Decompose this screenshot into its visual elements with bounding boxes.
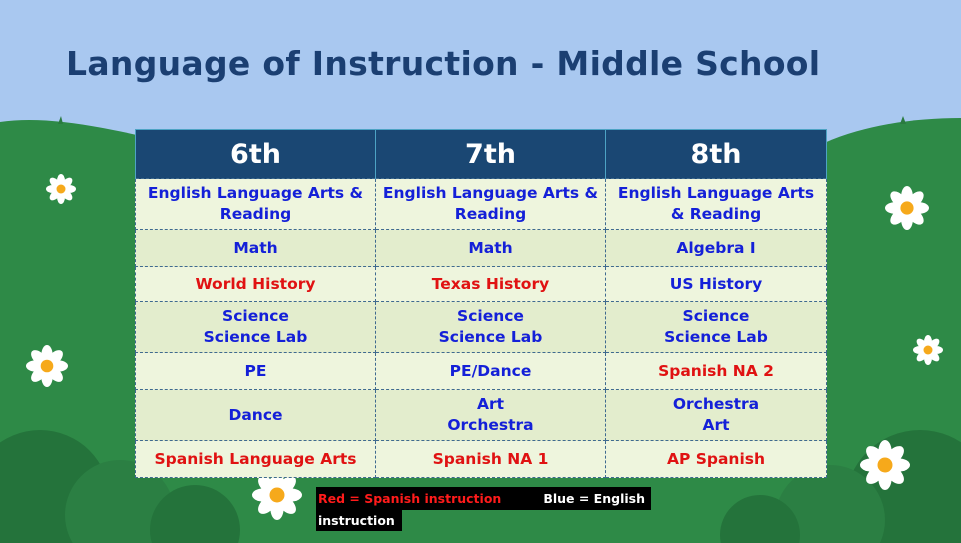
course-name: Science: [457, 307, 524, 325]
course-name: AP Spanish: [666, 449, 766, 468]
column-header-6th: 6th: [136, 130, 376, 179]
course-cell: [376, 230, 606, 267]
course-name: World History: [195, 274, 316, 293]
course-name: Science: [682, 307, 750, 325]
course-cell: [136, 353, 376, 390]
legend-english: Blue = English: [543, 491, 645, 506]
course-name: PE: [244, 361, 267, 380]
course-cell: [376, 353, 606, 390]
course-cell: [136, 230, 376, 267]
course-name: Orchestra: [447, 416, 534, 434]
course-name: English Language Arts &: [147, 184, 364, 202]
course-cell: [376, 179, 606, 230]
course-name: Algebra I: [676, 238, 756, 257]
course-cell: [606, 267, 827, 302]
course-cell: [606, 179, 827, 230]
schedule-body: [136, 179, 827, 478]
legend-spanish: Red = Spanish instruction: [318, 491, 502, 506]
course-cell: [136, 390, 376, 441]
daisy-flower-icon: [913, 335, 943, 365]
daisy-flower-icon: [860, 440, 910, 490]
table-row: [136, 390, 827, 441]
legend-line-2: instruction: [316, 510, 402, 531]
table-row: [136, 179, 827, 230]
course-name: Spanish NA 2: [658, 361, 774, 380]
table-row: [136, 353, 827, 390]
course-name: & Reading: [670, 205, 762, 223]
course-cell: [606, 441, 827, 478]
column-header-8th: 8th: [606, 130, 827, 179]
course-name: Art: [702, 416, 730, 434]
table-row: [136, 230, 827, 267]
course-cell: [606, 353, 827, 390]
course-cell: [136, 267, 376, 302]
course-cell: [606, 230, 827, 267]
course-name: English Language Arts: [617, 184, 815, 202]
page-title: Language of Instruction - Middle School: [66, 44, 821, 83]
course-name: Spanish Language Arts: [154, 449, 357, 468]
course-name: Dance: [228, 405, 283, 424]
legend-line-1: [316, 487, 651, 510]
course-name: Science: [222, 307, 289, 325]
course-name: US History: [669, 274, 763, 293]
legend: [316, 487, 645, 531]
daisy-flower-icon: [46, 174, 76, 204]
course-cell: [606, 302, 827, 353]
table-row: [136, 267, 827, 302]
course-cell: [136, 441, 376, 478]
course-cell: [376, 441, 606, 478]
daisy-flower-icon: [26, 345, 68, 387]
course-name: Orchestra: [672, 395, 760, 413]
course-name: Reading: [219, 205, 292, 223]
course-name: PE/Dance: [449, 361, 532, 380]
header-row: [136, 130, 827, 179]
course-cell: [376, 267, 606, 302]
table-row: [136, 302, 827, 353]
daisy-flower-icon: [885, 186, 929, 230]
course-cell: [376, 302, 606, 353]
table-row: [136, 441, 827, 478]
course-cell: [606, 390, 827, 441]
course-name: Science Lab: [438, 328, 543, 346]
course-name: Math: [233, 238, 278, 257]
course-name: English Language Arts &: [382, 184, 599, 202]
course-name: Texas History: [431, 274, 550, 293]
course-name: Science Lab: [203, 328, 308, 346]
course-name: Spanish NA 1: [432, 449, 549, 468]
course-name: Math: [468, 238, 513, 257]
course-name: Science Lab: [664, 328, 768, 346]
course-cell: [376, 390, 606, 441]
column-header-7th: 7th: [376, 130, 606, 179]
schedule-table: [135, 129, 827, 478]
course-cell: [136, 179, 376, 230]
course-name: Reading: [454, 205, 527, 223]
course-cell: [136, 302, 376, 353]
course-name: Art: [476, 395, 505, 413]
